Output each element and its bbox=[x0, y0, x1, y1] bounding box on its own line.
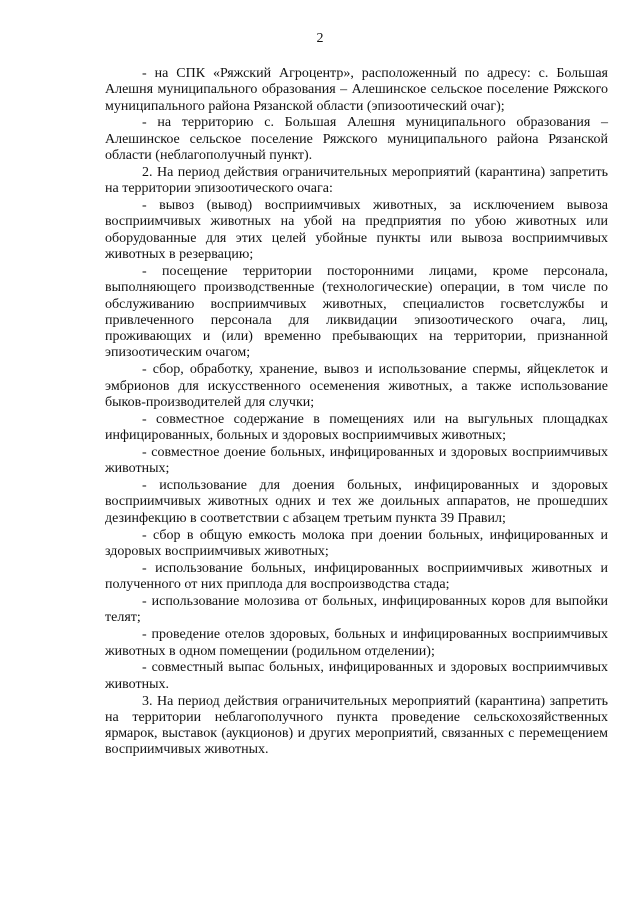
list-item-sperm-collection: - сбор, обработку, хранение, вывоз и использование спермы, яйцеклеток и эмбрионов для искусственного осеменения животных, а также использование быков-производителей для случки; bbox=[105, 362, 608, 410]
list-item-joint-milking: - совместное доение больных, инфицированных и здоровых восприимчивых животных; bbox=[105, 444, 608, 477]
list-item-milking-machines: - использование для доения больных, инфицированных и здоровых восприимчивых животных одних и тех же доильных аппаратов, не прошедших дезинфекцию в соответствии с абзацем третьим пункта 39 Правил; bbox=[105, 478, 608, 526]
list-item-breeding-use: - использование больных, инфицированных восприимчивых животных и полученного от них приплода для воспроизводства стада; bbox=[105, 560, 608, 593]
paragraph-item-2: 2. На период действия ограничительных мероприятий (карантина) запретить на территории эпизоотического очага: bbox=[105, 164, 608, 197]
list-item-joint-keeping: - совместное содержание в помещениях или на выгульных площадках инфицированных, больных и здоровых восприимчивых животных; bbox=[105, 411, 608, 444]
paragraph-unfavorable-point: - на территорию с. Большая Алешня муниципального образования – Алешинское сельское поселение Ряжского муниципального района Рязанской области (неблагополучный пункт). bbox=[105, 115, 608, 164]
list-item-colostrum: - использование молозива от больных, инфицированных коров для выпойки телят; bbox=[105, 594, 608, 626]
paragraph-epizootic-focus: - на СПК «Ряжский Агроцентр», расположенный по адресу: с. Большая Алешня муниципального образования – Алешинское сельское поселение Ряжского муниципального района Рязанской области (эпизоотический очаг); bbox=[105, 66, 608, 114]
paragraph-item-3: 3. На период действия ограничительных мероприятий (карантина) запретить на территории неблагополучного пункта проведение сельскохозяйственных ярмарок, выставок (аукционов) и других мероприятий, связанных с перемещением восприимчивых животных. bbox=[105, 693, 608, 758]
list-item-visitors: - посещение территории посторонними лицами, кроме персонала, выполняющего производственные (технологические) операции, в том числе по обслуживанию восприимчивых животных, специалистов госветслужбы и привлеченного персонала для ликвидации эпизоотического очага, лиц, проживающих и (или) временно пребывающих на территории, признанной эпизоотическим очагом; bbox=[105, 263, 608, 361]
document-body bbox=[105, 66, 608, 759]
list-item-milk-collection: - сбор в общую емкость молока при доении больных, инфицированных и здоровых восприимчивых животных; bbox=[105, 527, 608, 559]
list-item-calving: - проведение отелов здоровых, больных и инфицированных восприимчивых животных в одном помещении (родильном отделении); bbox=[105, 627, 608, 659]
list-item-grazing: - совместный выпас больных, инфицированных и здоровых восприимчивых животных. bbox=[105, 660, 608, 692]
list-item-animal-export: - вывоз (вывод) восприимчивых животных, за исключением вывоза восприимчивых животных на убой на предприятия по убою животных или оборудованные для этих целей убойные пункты или вывоза восприимчивых животных в резервацию; bbox=[105, 198, 608, 263]
page-number: 2 bbox=[316, 31, 324, 46]
